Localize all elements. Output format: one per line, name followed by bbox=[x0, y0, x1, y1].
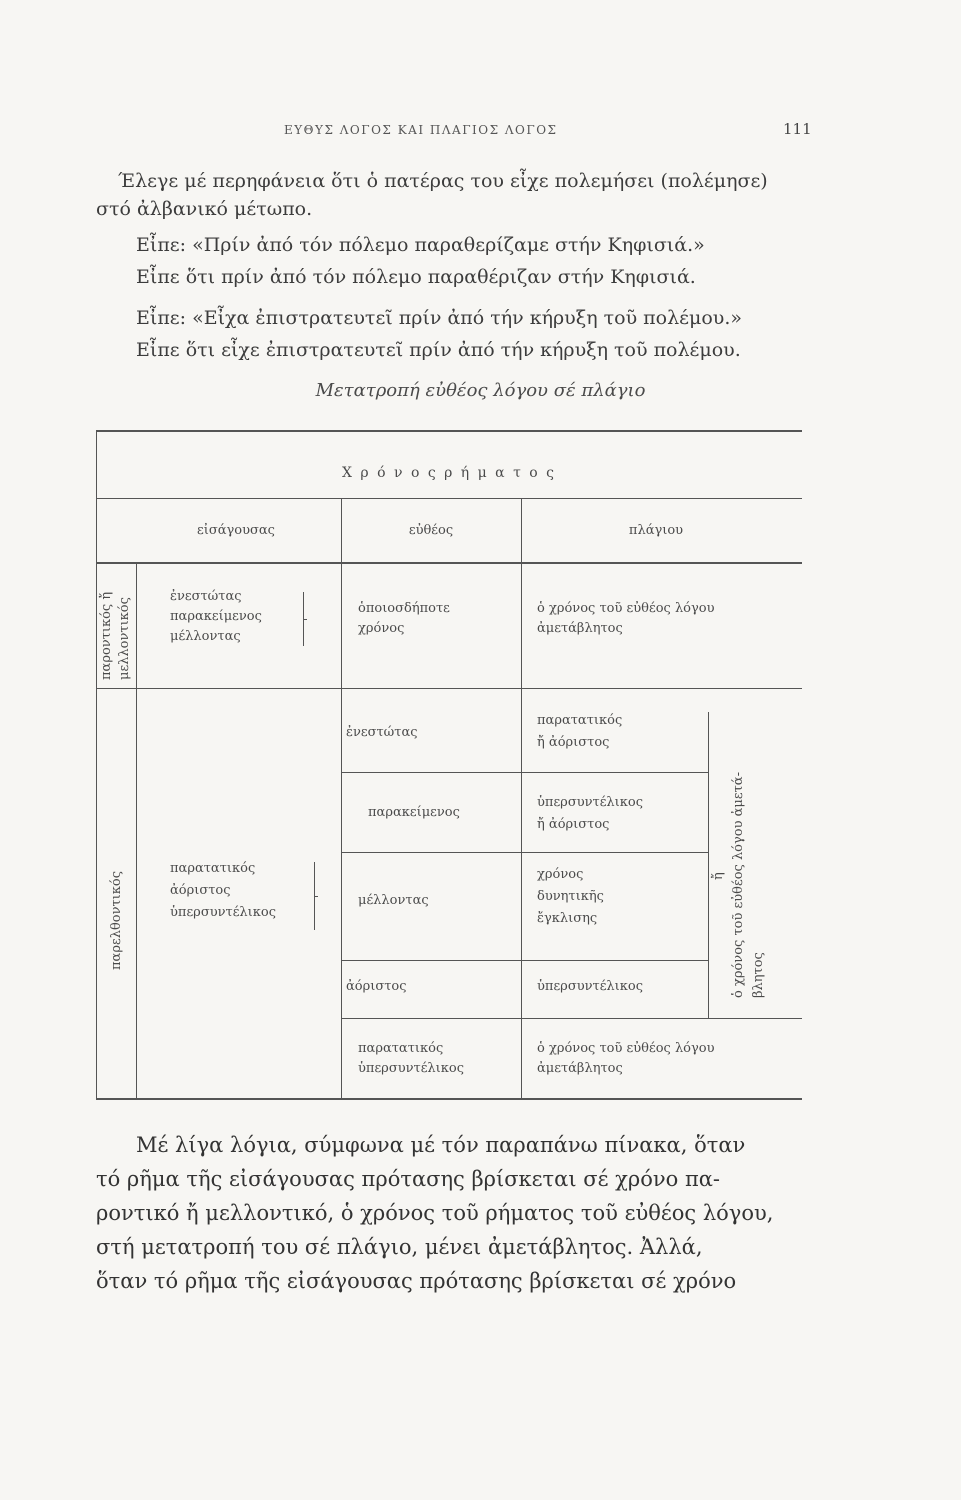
indirect-cell: παρατατικός bbox=[537, 713, 623, 728]
tense-item: μέλλοντας bbox=[170, 629, 241, 644]
example-line: στό ἀλβανικό μέτωπο. bbox=[96, 198, 313, 220]
side-note-line: ὁ χρόνος τοῦ εὐθέος λόγου ἀμετά- bbox=[731, 772, 746, 998]
direct-cell: ἐνεστώτας bbox=[346, 725, 418, 740]
table-top-rule bbox=[96, 430, 802, 432]
tense-item: παρακείμενος bbox=[170, 609, 262, 624]
direct-cell: ἀόριστος bbox=[346, 979, 407, 994]
indirect-cell: δυνητικῆς bbox=[537, 889, 604, 904]
group-label-line: μελλοντικός bbox=[117, 597, 132, 680]
direct-cell: ὑπερσυντέλικος bbox=[358, 1061, 464, 1076]
col-header-direct: εὐθέος bbox=[408, 523, 454, 538]
running-head: ΕΥΘΥΣ ΛΟΓΟΣ ΚΑΙ ΠΛΑΓΙΟΣ ΛΟΓΟΣ bbox=[284, 123, 558, 137]
side-note bbox=[730, 772, 748, 998]
group-label-past bbox=[108, 871, 126, 970]
example-line: Έλεγε μέ περηφάνεια ὅτι ὁ πατέρας του εἶχε πολεμήσει (πολέμησε) bbox=[118, 170, 768, 192]
col-divider bbox=[136, 564, 137, 1098]
brace bbox=[301, 592, 304, 646]
example-line: Εἶπε: «Πρίν ἀπό τόν πόλεμο παραθερίζαμε στήν Κηφισιά.» bbox=[136, 234, 705, 256]
col-header-introducing: εἰσάγουσας bbox=[197, 523, 275, 538]
indirect-cell: ἤ ἀόριστος bbox=[537, 817, 610, 832]
indirect-cell: ἔγκλισης bbox=[537, 911, 598, 926]
paragraph-line: ὅταν τό ρῆμα τῆς εἰσάγουσας πρότασης βρίσκεται σέ χρόνο bbox=[96, 1269, 737, 1293]
group-label-line: παροντικός ἤ bbox=[99, 591, 114, 680]
rule bbox=[96, 498, 802, 499]
rule bbox=[341, 772, 708, 773]
direct-cell: μέλλοντας bbox=[358, 893, 429, 908]
rule bbox=[341, 960, 708, 961]
page-number: 111 bbox=[783, 120, 812, 138]
example-line: Εἶπε ὅτι εἶχε ἐπιστρατευτεῖ πρίν ἀπό τήν κήρυξη τοῦ πολέμου. bbox=[136, 339, 741, 361]
side-note-line: ἤ bbox=[711, 872, 726, 880]
paragraph-line: τό ρῆμα τῆς εἰσάγουσας πρότασης βρίσκεται σέ χρόνο πα- bbox=[96, 1167, 721, 1191]
tense-item: παρατατικός bbox=[170, 861, 256, 876]
direct-cell: χρόνος bbox=[358, 621, 405, 636]
rule bbox=[341, 1018, 802, 1019]
col-divider bbox=[708, 712, 709, 1018]
paragraph-line: ροντικό ἤ μελλοντικό, ὁ χρόνος τοῦ ρήματος τοῦ εὐθέος λόγου, bbox=[96, 1201, 774, 1225]
group-label-present bbox=[116, 597, 134, 680]
rule bbox=[96, 562, 802, 564]
direct-cell: ὁποιοσδήποτε bbox=[358, 601, 450, 616]
table-title: Χ ρ ό ν ο ς ρ ή μ α τ ο ς bbox=[342, 465, 556, 481]
group-label-line: παρελθοντικός bbox=[109, 870, 124, 970]
col-divider bbox=[521, 498, 522, 1098]
table-left-border bbox=[96, 430, 97, 1100]
indirect-cell: ὁ χρόνος τοῦ εὐθέος λόγου bbox=[537, 601, 715, 616]
group-label-present bbox=[98, 592, 116, 680]
indirect-cell: ὑπερσυντέλικος bbox=[537, 795, 643, 810]
rule bbox=[341, 852, 708, 853]
tense-item: ἐνεστώτας bbox=[170, 589, 242, 604]
indirect-cell: χρόνος bbox=[537, 867, 584, 882]
tense-item: ὑπερσυντέλικος bbox=[170, 905, 276, 920]
indirect-cell: ἀμετάβλητος bbox=[537, 621, 623, 636]
side-note-or bbox=[710, 872, 728, 880]
tense-table bbox=[96, 430, 802, 1100]
table-caption: Μετατροπή εὐθέος λόγου σέ πλάγιο bbox=[315, 380, 646, 401]
indirect-cell: ὑπερσυντέλικος bbox=[537, 979, 643, 994]
side-note-line: βλητος bbox=[751, 952, 766, 998]
side-note bbox=[750, 952, 768, 998]
brace bbox=[312, 862, 315, 930]
paragraph-line: στή μετατροπή του σέ πλάγιο, μένει ἀμετάβλητος. Ἀλλά, bbox=[96, 1235, 703, 1259]
indirect-cell: ὁ χρόνος τοῦ εὐθέος λόγου bbox=[537, 1041, 715, 1056]
col-divider bbox=[341, 498, 342, 1098]
indirect-cell: ἀμετάβλητος bbox=[537, 1061, 623, 1076]
tense-item: ἀόριστος bbox=[170, 883, 231, 898]
paragraph-line: Μέ λίγα λόγια, σύμφωνα μέ τόν παραπάνω πίνακα, ὅταν bbox=[136, 1133, 746, 1157]
table-bottom-rule bbox=[96, 1098, 802, 1100]
rule bbox=[96, 688, 802, 689]
example-line: Εἶπε: «Εἶχα ἐπιστρατευτεῖ πρίν ἀπό τήν κήρυξη τοῦ πολέμου.» bbox=[136, 307, 742, 329]
direct-cell: παρακείμενος bbox=[368, 805, 460, 820]
indirect-cell: ἤ ἀόριστος bbox=[537, 735, 610, 750]
example-line: Εἶπε ὅτι πρίν ἀπό τόν πόλεμο παραθέριζαν στήν Κηφισιά. bbox=[136, 266, 696, 288]
col-header-indirect: πλάγιου bbox=[628, 523, 684, 538]
direct-cell: παρατατικός bbox=[358, 1041, 444, 1056]
